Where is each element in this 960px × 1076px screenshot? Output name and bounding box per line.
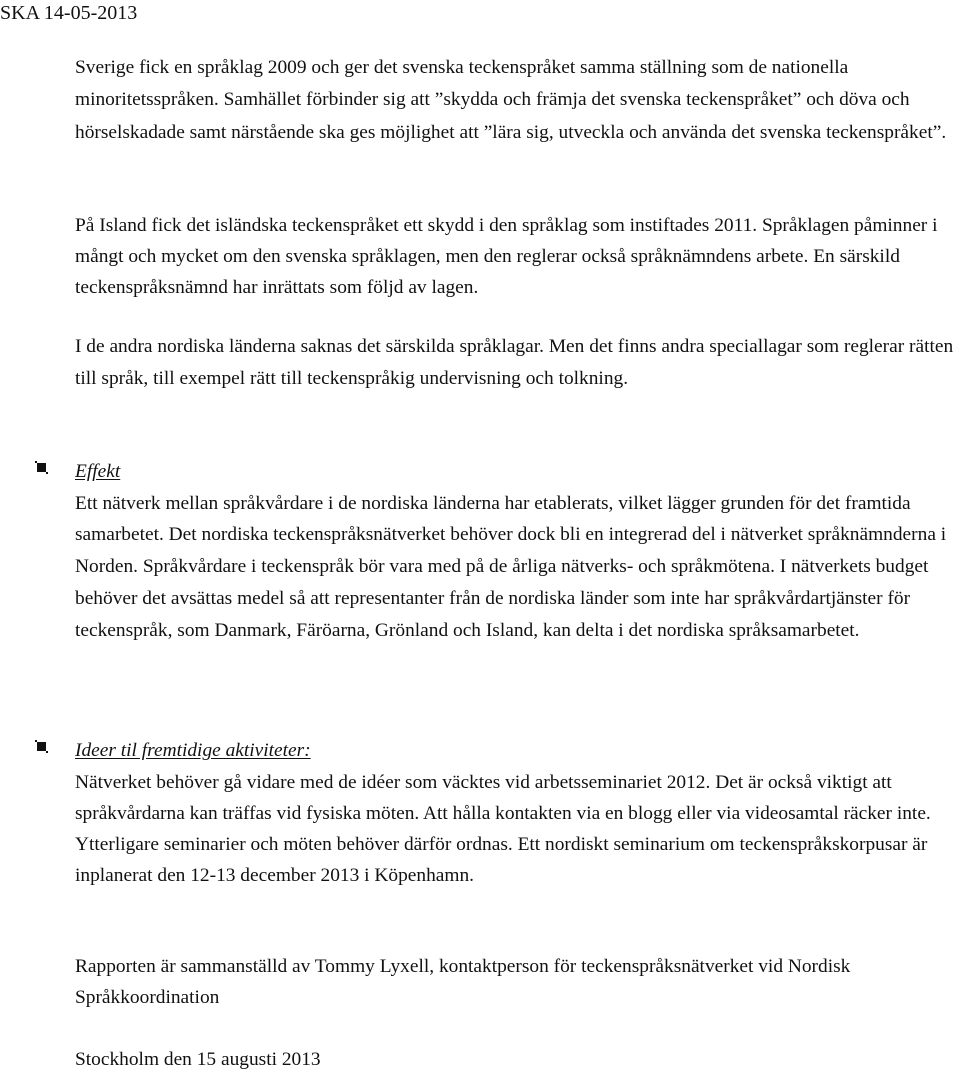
ideas-section	[75, 735, 960, 891]
ideas-heading: Ideer til fremtidige aktiviteter:	[75, 740, 311, 761]
square-bullet-icon	[37, 742, 46, 751]
square-bullet-icon	[37, 463, 46, 472]
effekt-body: Ett nätverk mellan språkvårdare i de nordiska länderna har etablerats, vilket lägger grunden för det framtida samarbetet. Det nordiska teckenspråksnätverket behöver dock bli en integrerad del i nätverket språknämnderna i Norden. Språkvårdare i teckenspråk bör vara med på de årliga nätverks- och språkmötena. I nätverkets budget behöver det avsättas medel så att representanter från de nordiska länder som inte har språkvårdartjänster för teckenspråk, som Danmark, Färöarna, Grönland och Island, kan delta i det nordiska språksamarbetet.	[75, 492, 947, 641]
nordic-paragraph: I de andra nordiska länderna saknas det särskilda språklagar. Men det finns andra speciallagar som reglerar rätten till språk, till exempel rätt till teckenspråkig undervisning och tolkning.	[75, 336, 954, 389]
report-author-paragraph: Rapporten är sammanställd av Tommy Lyxell, kontaktperson för teckenspråksnätverket vid Nordisk Språkkoordination	[75, 956, 851, 1008]
intro-paragraph: Sverige fick en språklag 2009 och ger det svenska teckenspråket samma ställning som de nationella minoritetsspråken. Samhället förbinder sig att ”skydda och främja det svenska teckenspråket” och döva och hörselskadade samt närstående ska ges möjlighet att ”lära sig, utveckla och använda det svenska teckenspråket”.	[75, 57, 947, 143]
island-paragraph: På Island fick det isländska teckenspråket ett skydd i den språklag som instiftades 2011. Språklagen påminner i mångt och mycket om den svenska språklagen, men den reglerar också språknämndens arbete. En särskild teckenspråksnämnd har inrättats som följd av lagen.	[75, 215, 938, 299]
effekt-section	[75, 456, 960, 646]
ideas-body: Nätverket behöver gå vidare med de idéer som väcktes vid arbetsseminariet 2012. Det är också viktigt att språkvårdarna kan träffas vid fysiska möten. Att hålla kontakten via en blogg eller via videosamtal räcker inte. Ytterligare seminarier och möten behöver därför ordnas. Ett nordiskt seminarium om teckenspråkskorpusar är inplanerat den 12-13 december 2013 i Köpenhamn.	[75, 771, 931, 887]
effekt-heading: Effekt	[75, 461, 121, 482]
document-header: SKA 14-05-2013	[0, 2, 138, 24]
signature-date: Stockholm den 15 augusti 2013	[75, 1049, 321, 1070]
